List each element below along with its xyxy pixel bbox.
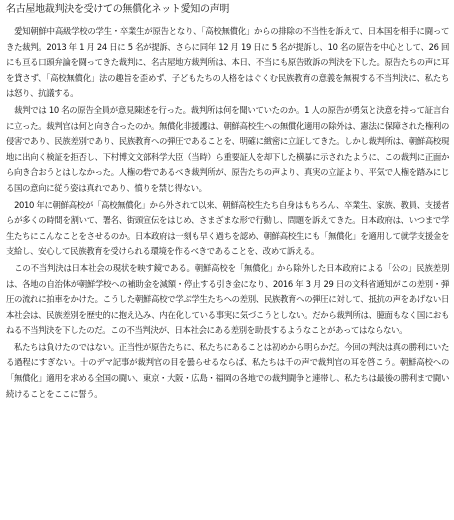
paragraph-3: 2010 年に朝鮮高校が「高校無償化」から外されて以来、朝鮮高校生たち自身はもちろん、卒業生、家族、教員、支援者らが多くの時間を割いて、署名、街頭宣伝をはじめ、さまざまな形で行動し、問題を訴えてきた。日本政府は、いつまで学生たちにこんなことをさせるのか。日本政府は一刻も早く過ちを認め、朝鮮高校生にも「無償化」を適用して就学支援金を支給し、安心して民族教育を受けられる環境を作るべきであることを、改めて訴える。 [6, 199, 449, 257]
paragraph-4: この不当判決は日本社会の現状を映す鏡である。朝鮮高校を「無償化」から除外した日本政府による「公の」民族差別は、各地の自治体が朝鮮学校への補助金を減額・停止する引き金になり、2016 年 3 月 29 日の文科省通知がこの差別・弾圧の流れに拍車をかけた。こうした朝鮮高校で学ぶ学生たちへの差別、民族教育への弾圧に対して、抵抗の声をあげない日本社会は、民族差別を歴史的に抱え込み、内在化している事実に気づこうとしない。だから裁判所は、臆面もなく国におもねる不当判決を下したのだ。この不当判決が、日本社会にある差別を助長するようなことがあってはならない。 [6, 262, 449, 336]
paragraph-2: 裁判では 10 名の原告全員が意見陳述を行った。裁判所は何を聞いていたのか。1 人の原告が勇気と決意を持って証言台に立った。裁判官は何と向き合ったのか。無償化非援護は、朝鮮高校生への無償化適用の除外は、憲法に保障された権利の侵害であり、民族差別であり、民族教育への弾圧であることを、明確に緻密に立証してきた。しかし裁判所は、朝鮮高校現地に出向く検証を拒否し、下村博文文部科学大臣（当時）ら重要証人を却下した横暴に示されたように、この裁判に正面から向き合おうとはしなかった。人権の砦であるべき裁判所が、原告たちの声より、真実の立証より、平気で人権を踏みにじる国の意向に従う姿は真れであり、憤りを禁じ得ない。 [6, 104, 449, 193]
paragraph-1: 愛知朝鮮中高級学校の学生・卒業生が原告となり、「高校無償化」からの排除の不当性を訴えて、日本国を相手に闘ってきた裁判。2013 年 1 月 24 日に 5 名が提訴、さらに同年 12 月 19 日に 5 名が提訴し、10 名の原告を中心として、26 回にも亘る口頭弁論を闘ってきた裁判に、名古屋地方裁判所は、本日、不当にも原告敗訴の判決を下した。原告たちの声に耳を貸さず、「高校無償化」法の趣旨を歪めず、子どもたちの人格をはぐくむ民族教育の意義を無視する不当判決に、私たちは怒り、抗議する。 [6, 26, 449, 99]
document-title: 名古屋地裁判決を受けての無償化ネット愛知の声明 [6, 4, 230, 15]
paragraph-5: 私たちは負けたのではない。正当性が原告たちに、私たちにあることは初めから明らかだ。今回の判決は真の勝利にいたる過程にすぎない。十のデマ記事が裁判官の目を曇らせるならば、私たちは千の声で裁判官の耳を啓こう。朝鮮高校への「無償化」適用を求める全国の闘い、東京・大阪・広島・福岡の各地での裁判闘争と連帯し、私たちは最後の勝利まで闘い続けることをここに誓う。 [6, 341, 449, 399]
